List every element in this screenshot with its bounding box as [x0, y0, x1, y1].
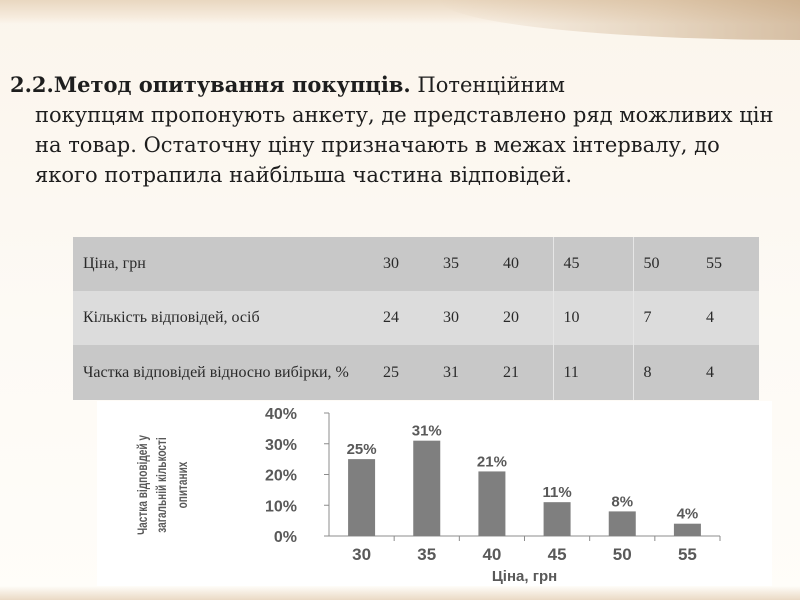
slide-heading: 2.2.Метод опитування покупців. — [10, 72, 411, 97]
table-cell: 40 — [493, 237, 553, 291]
table-cell: 4 — [696, 291, 759, 345]
data-label: 21% — [476, 453, 507, 471]
table-cell: 4 — [696, 345, 759, 400]
bar — [413, 441, 440, 536]
data-label: 4% — [676, 505, 699, 523]
price-survey-table — [73, 237, 759, 400]
table-row-share — [73, 345, 759, 400]
table-cell: 30 — [373, 237, 433, 291]
x-tick-label: 50 — [612, 545, 632, 564]
table-row-price — [73, 237, 759, 291]
table-cell: 31 — [433, 345, 493, 400]
x-tick-label: 45 — [547, 545, 567, 564]
y-axis-title: Частка відповідей у — [134, 435, 151, 535]
x-tick-label: 35 — [417, 545, 437, 564]
table-cell: 25 — [373, 345, 433, 400]
x-tick-label: 40 — [482, 545, 502, 564]
data-label: 11% — [542, 484, 572, 502]
data-label: 25% — [346, 441, 377, 459]
y-tick-label: 20% — [264, 467, 297, 485]
table-cell: 35 — [433, 237, 493, 291]
bar-chart-panel — [97, 401, 772, 586]
table-row-count — [73, 291, 759, 345]
table-cell: 45 — [553, 237, 633, 291]
slide-body-text — [10, 70, 780, 190]
table-cell: 30 — [433, 291, 493, 345]
table-cell: 10 — [553, 291, 633, 345]
bar — [609, 511, 636, 536]
data-label: 8% — [611, 493, 634, 511]
bar — [478, 471, 505, 536]
table-cell: 55 — [696, 237, 759, 291]
table-cell: 11 — [553, 345, 633, 400]
table-cell: 8 — [633, 345, 696, 400]
table-cell: 24 — [373, 291, 433, 345]
y-tick-label: 30% — [264, 436, 297, 454]
data-label: 31% — [411, 422, 442, 440]
y-tick-label: 0% — [273, 529, 297, 546]
y-tick-label: 40% — [264, 406, 297, 423]
row-label-share: Частка відповідей відносно вибірки, % — [83, 363, 349, 381]
bar — [544, 502, 571, 536]
table-cell: 20 — [493, 291, 553, 345]
row-label-count: Кількість відповідей, осіб — [73, 291, 373, 345]
y-axis-title: загальній кількості — [153, 437, 170, 533]
bar-chart — [97, 401, 772, 586]
y-tick-label: 10% — [264, 498, 297, 516]
x-axis-title: Ціна, грн — [491, 568, 558, 585]
y-axis-title: опитаних — [174, 461, 191, 509]
bar — [348, 459, 375, 536]
slide-text-line1: Потенційним — [417, 73, 565, 97]
table-cell: 50 — [633, 237, 696, 291]
x-tick-label: 55 — [677, 545, 697, 564]
table-cell: 21 — [493, 345, 553, 400]
row-label-price: Ціна, грн — [73, 237, 373, 291]
slide-text-body: покупцям пропонують анкету, де представлено ряд можливих цін на товар. Остаточну ціну призначають в межах інтервалу, до якого потрапила найбільша частина відповідей. — [35, 103, 774, 187]
bar — [674, 524, 701, 536]
table-cell: 7 — [633, 291, 696, 345]
x-tick-label: 30 — [352, 545, 372, 564]
bottom-decor-band — [0, 586, 800, 600]
